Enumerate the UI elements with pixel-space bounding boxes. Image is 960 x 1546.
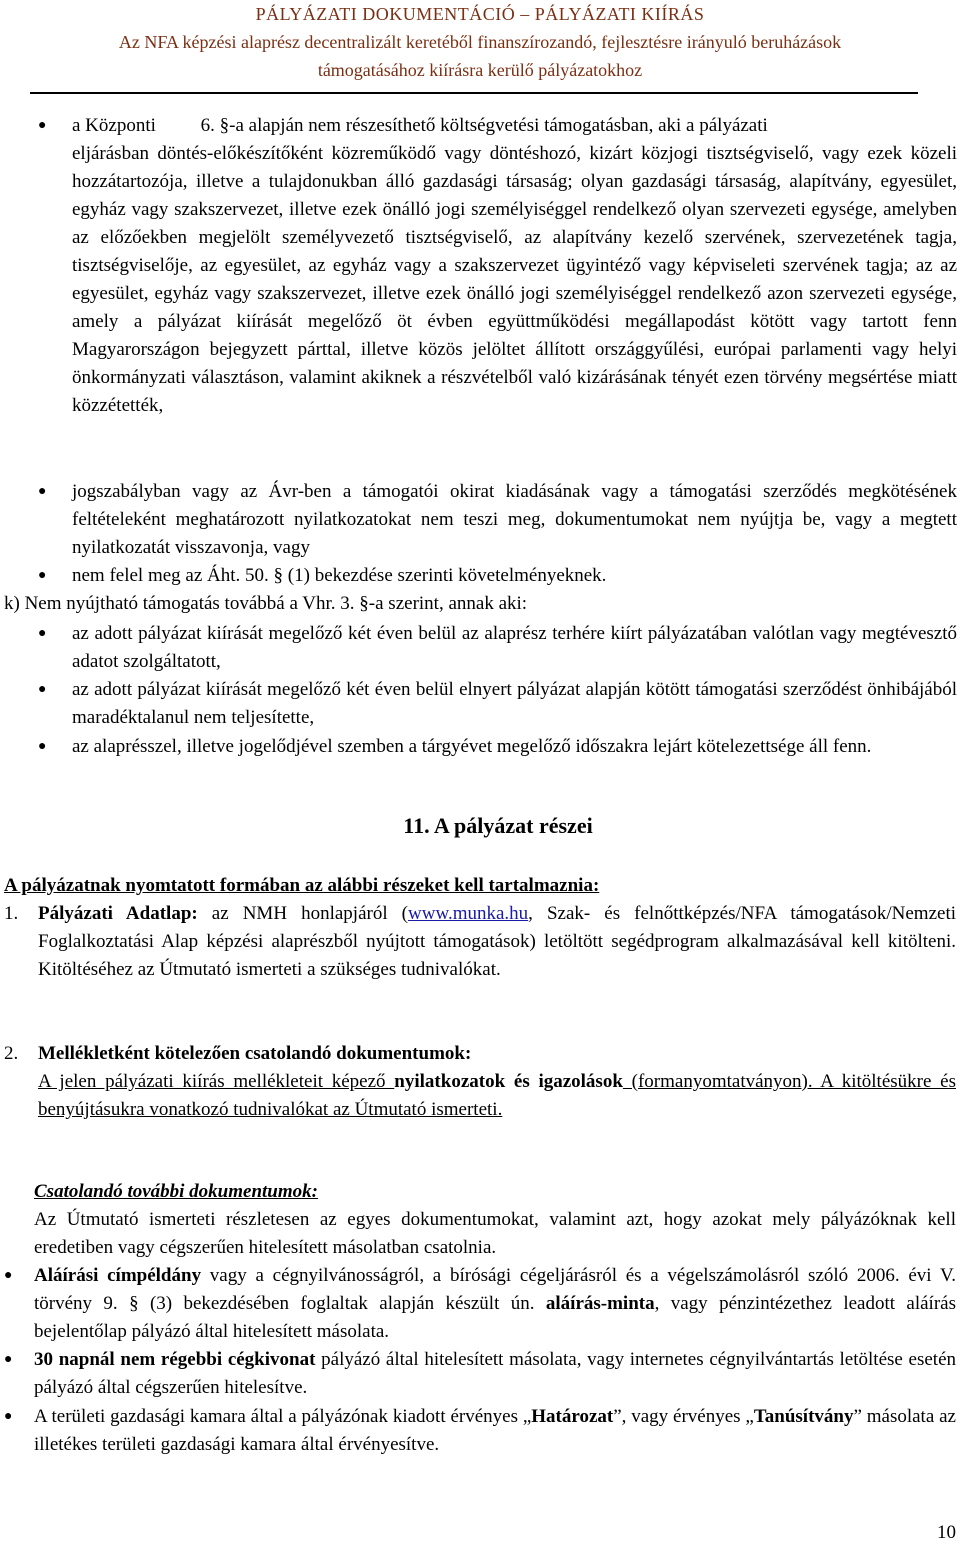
further-item-3-text-b: ”, vagy érvényes „ (613, 1406, 754, 1427)
further-docs-intro: Az Útmutató ismerteti részletesen az egyes dokumentumokat, valamint azt, hogy azokat mely pályázóknak kell eredetiben vagy cégszerűen hitelesített másolatban csatolnia. (34, 1209, 956, 1258)
further-item-3-text-c: ” másolata az illetékes területi gazdasági kamara által érvényesítve. (34, 1406, 956, 1455)
bullet-dot-icon: ● (38, 739, 47, 754)
item-1-body (38, 900, 956, 984)
further-item-1-bold: Aláírási címpéldány (34, 1265, 202, 1286)
further-item-2 (34, 1346, 956, 1402)
bullet-dot-icon: ● (38, 568, 47, 583)
further-item-1-text-b: , vagy pénzintézethez leadott aláírás bejelentőlap pályázó által hitelesített másolata. (34, 1293, 956, 1342)
section-k-intro: k) Nem nyújtható támogatás továbbá a Vhr. 3. §-a szerint, annak aki: (4, 593, 528, 614)
list-item-bullet-2: jogszabályban vagy az Ávr-ben a támogatói okirat kiadásának vagy a támogatási szerződés megkötésének feltételeként meghatározott nyilatkozatokat nem teszi meg, dokumentumokat nem nyújtja be, vagy a megtett nyilatkozatát visszavonja, vagy (72, 481, 957, 558)
further-item-1 (34, 1262, 956, 1346)
section-k-item-1: az adott pályázat kiírását megelőző két éven belül az alaprész terhére kiírt pályázatában valótlan vagy megtévesztő adatot szolgáltatott, (72, 623, 957, 672)
header-subtitle: Az NFA képzési alaprész decentralizált keretéből finanszírozandó, fejlesztésre irányuló beruházások (118, 32, 842, 52)
list-item-bullet-1-body: eljárásban döntés-előkészítőként közreműködő vagy döntéshozó, kizárt közjogi tisztségviselő, vagy ezek közeli hozzátartozója, illetve a tulajdonukban álló gazdasági társaság; olyan gazdasági társaság, alapítvány, egyesület, egyház vagy szakszervezet, illetve ezek önálló jogi személyiséggel rendelkező olyan szervezeti egysége, amelyben az előzőekben megjelölt személyvezető tisztségviselő, az alapítvány kezelő szervének, szervezetének tagja, tisztségviselője, az egyesület, az egyház vagy a szakszervezet ügyintéző vagy képviseleti szervének tagja; az az egyesület, egyház vagy szakszervezet, illetve ezek önálló jogi személyiséggel rendelkező azon szervezeti egysége, amely a pályázat kiírását megelőző öt évben együttműködési megállapodást kötött vagy tartott fenn Magyarországon bejegyzett párttal, illetve közös jelöltet állított országgyűlési, európai parlamenti vagy helyi önkormányzati választáson, valamint akiknek a részvételből való kizárásának tényét ezen törvény megsértése miatt közzétették, (72, 143, 957, 416)
website-link[interactable]: www.munka.hu (408, 903, 529, 924)
further-item-1-bold-2: aláírás-minta (545, 1293, 655, 1314)
item-1-number: 1. (4, 903, 19, 924)
section-k-item-3: az alaprésszel, illetve jogelődjével szemben a tárgyévet megelőző időszakra lejárt kötelezettsége áll fenn. (72, 736, 872, 757)
item-1-label: Pályázati Adatlap: (38, 903, 198, 924)
bullet-dot-icon: ● (4, 1352, 13, 1367)
further-item-2-bold: 30 napnál nem régebbi cégkivonat (34, 1349, 316, 1370)
further-item-2-text: pályázó által hitelesített másolata, vagy internetes cégnyilvántartás letöltése esetén pályázó által cégszerűen hitelesítve. (34, 1349, 957, 1398)
page-number: 10 (937, 1522, 956, 1543)
item-2-label: Mellékletként kötelezően csatolandó dokumentumok: (38, 1043, 472, 1064)
further-item-3-bold: Határozat (531, 1406, 614, 1427)
bullet-1-start: a Központi (72, 115, 156, 136)
bullet-dot-icon: ● (38, 626, 47, 641)
item-1-text-a: az NMH honlapjáról ( (211, 903, 409, 924)
bullet-dot-icon: ● (38, 118, 47, 133)
further-docs-heading: Csatolandó további dokumentumok: (34, 1181, 318, 1202)
item-2-body (38, 1068, 956, 1124)
bullet-dot-icon: ● (4, 1409, 13, 1424)
section-title: 11. A pályázat részei (403, 813, 593, 838)
printed-parts-heading: A pályázatnak nyomtatott formában az alábbi részeket kell tartalmaznia: (4, 875, 600, 896)
further-item-3 (34, 1403, 956, 1459)
bullet-1-line1: 6. §-a alapján nem részesíthető költségvetési támogatásban, aki a pályázati (200, 115, 768, 136)
item-2-text-b: (formanyomtatványon). A kitöltésükre és benyújtásukra vonatkozó tudnivalókat az Útmutató ismerteti. (38, 1071, 956, 1120)
bullet-dot-icon: ● (4, 1268, 13, 1283)
further-item-3-bold-2: Tanúsítvány (753, 1406, 854, 1427)
item-2-number: 2. (4, 1043, 19, 1064)
bullet-dot-icon: ● (38, 682, 47, 697)
item-2-bold: nyilatkozatok és igazolások (394, 1071, 623, 1092)
list-item-bullet-1 (72, 112, 957, 140)
item-2-text-a: A jelen pályázati kiírás mellékleteit képező (38, 1071, 395, 1092)
item-1-text-b: , Szak- és felnőttképzés/NFA támogatások/Nemzeti Foglalkoztatási Alap képzési alaprészből nyújtott támogatások) letöltött segédprogram alkalmazásával kell kitölteni. Kitöltéséhez az Útmutató ismerteti a szükséges tudnivalókat. (38, 903, 957, 980)
section-k-item-2: az adott pályázat kiírását megelőző két éven belül elnyert pályázat alapján kötött támogatási szerződést önhibájából maradéktalanul nem teljesítette, (72, 679, 957, 728)
further-item-1-text-a: vagy a cégnyilvánosságról, a bírósági cégeljárásról és a végelszámolásról szóló 2006. évi V. törvény 9. § (3) bekezdésében foglaltak alapján készült ún. (34, 1265, 956, 1314)
header-subtitle-2: támogatásához kiírásra kerülő pályázatokhoz (317, 60, 643, 80)
list-item-bullet-3: nem felel meg az Áht. 50. § (1) bekezdése szerinti követelményeknek. (72, 565, 607, 586)
header-title: PÁLYÁZATI DOKUMENTÁCIÓ – PÁLYÁZATI KIÍRÁS (255, 4, 705, 24)
further-item-3-text-a: A területi gazdasági kamara által a pályázónak kiadott érvényes „ (34, 1406, 532, 1427)
bullet-dot-icon: ● (38, 484, 47, 499)
